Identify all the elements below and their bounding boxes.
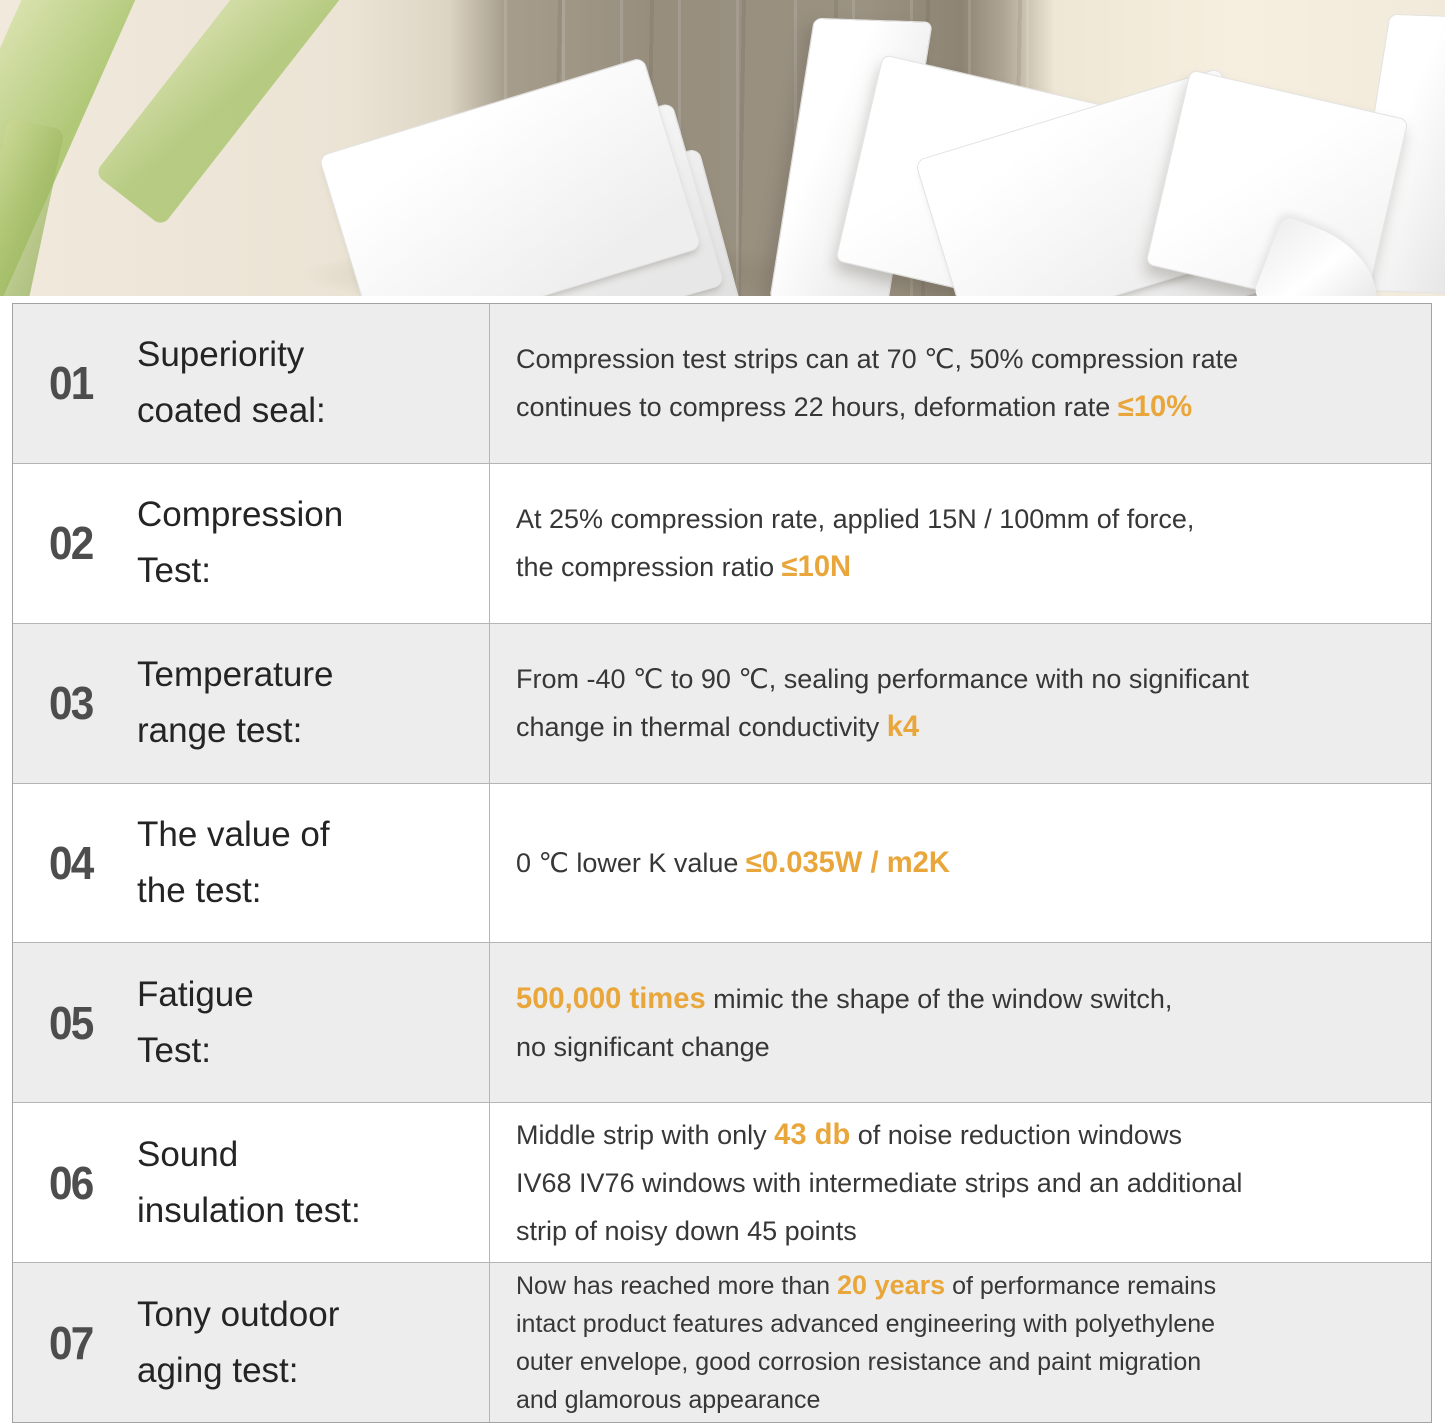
description-line [516,1381,1423,1419]
description-line [516,1343,1423,1381]
title-line: Test: [137,551,211,591]
description-text: change in thermal conductivity [516,712,887,743]
row-header-cell [13,304,490,463]
row-header-cell [13,943,490,1102]
description-line [516,335,1423,383]
description-highlight: k4 [886,711,920,744]
row-number: 04 [49,837,93,889]
row-description [490,1103,1431,1262]
description-line [516,383,1423,431]
row-title [137,487,343,599]
row-number: 03 [49,677,93,730]
description-line [516,495,1423,543]
description-text: the compression ratio [516,552,782,583]
description-line [516,703,1423,751]
description-text: intact product features advanced engineering with polyethylene [516,1310,1216,1339]
description-line [516,839,1423,887]
row-description [490,304,1431,463]
table-row [13,304,1431,463]
title-line: Test: [137,1030,211,1070]
description-highlight: ≤10% [1117,391,1193,424]
row-description [490,943,1431,1102]
spec-table [12,303,1432,1423]
title-line: Temperature [137,655,334,695]
row-header-cell [13,1103,490,1262]
description-line [516,1207,1423,1255]
description-text: of performance remains [945,1272,1217,1301]
description-line [516,1023,1423,1071]
row-title [137,967,254,1079]
row-number: 06 [49,1156,93,1209]
description-text: Compression test strips can at 70 ℃, 50% compression rate [516,344,1239,375]
row-description [490,784,1431,943]
table-row [13,942,1431,1102]
description-highlight: 500,000 times [516,982,706,1015]
row-number: 07 [49,1316,93,1369]
row-header-cell [13,464,490,623]
description-line [516,543,1423,591]
hero-product-photo [0,0,1445,296]
table-row [13,783,1431,943]
title-line: range test: [137,711,303,751]
row-description [490,624,1431,783]
description-text: of noise reduction windows [850,1119,1182,1150]
table-row [13,1102,1431,1262]
description-highlight: ≤10N [781,551,852,584]
foam-pad-stack [318,57,702,296]
title-line: the test: [137,871,262,910]
row-title [137,327,326,439]
row-header-cell [13,1263,490,1422]
title-line: insulation test: [137,1190,361,1230]
title-line: Superiority [137,335,305,375]
title-line: Compression [137,495,344,535]
title-line: Sound [137,1134,239,1174]
description-line [516,1266,1423,1305]
table-row [13,623,1431,783]
description-line [516,1305,1423,1343]
description-text: IV68 IV76 windows with intermediate strips and an additional [516,1167,1243,1198]
row-number: 02 [49,517,93,570]
row-title [137,647,333,759]
row-title [137,807,330,919]
description-line [516,1159,1423,1207]
description-text: continues to compress 22 hours, deformation rate [516,392,1118,423]
title-line: Tony outdoor [137,1294,340,1334]
description-text: Now has reached more than [516,1272,838,1301]
description-text: From -40 ℃ to 90 ℃, sealing performance with no significant [516,664,1249,695]
row-number: 05 [49,996,93,1049]
table-row [13,1262,1431,1422]
description-text: At 25% compression rate, applied 15N / 100mm of force, [516,504,1195,535]
description-text: mimic the shape of the window switch, [705,983,1173,1014]
foam-pad-peeled-liner [1145,69,1408,296]
title-line: Fatigue [137,974,254,1014]
table-row [13,463,1431,623]
row-title [137,1287,339,1399]
description-text: strip of noisy down 45 points [516,1215,857,1246]
description-text: no significant change [516,1031,770,1062]
row-header-cell [13,624,490,783]
row-number: 01 [49,357,93,410]
row-description [490,1263,1431,1422]
description-highlight: 20 years [837,1270,946,1301]
description-line [516,975,1423,1023]
description-text: outer envelope, good corrosion resistance and paint migration [516,1348,1202,1377]
row-description [490,464,1431,623]
row-title [137,1127,361,1239]
description-text: and glamorous appearance [516,1386,821,1415]
title-line: aging test: [137,1350,299,1390]
description-text: Middle strip with only [516,1119,775,1150]
foam-pad-groups [0,0,1445,296]
description-line [516,655,1423,703]
row-header-cell [13,784,490,943]
title-line: The value of [137,815,330,854]
description-text: 0 ℃ lower K value [516,848,746,878]
description-highlight: ≤0.035W / m2K [745,847,950,879]
title-line: coated seal: [137,391,326,431]
description-line [516,1111,1423,1159]
description-highlight: 43 db [774,1118,851,1151]
